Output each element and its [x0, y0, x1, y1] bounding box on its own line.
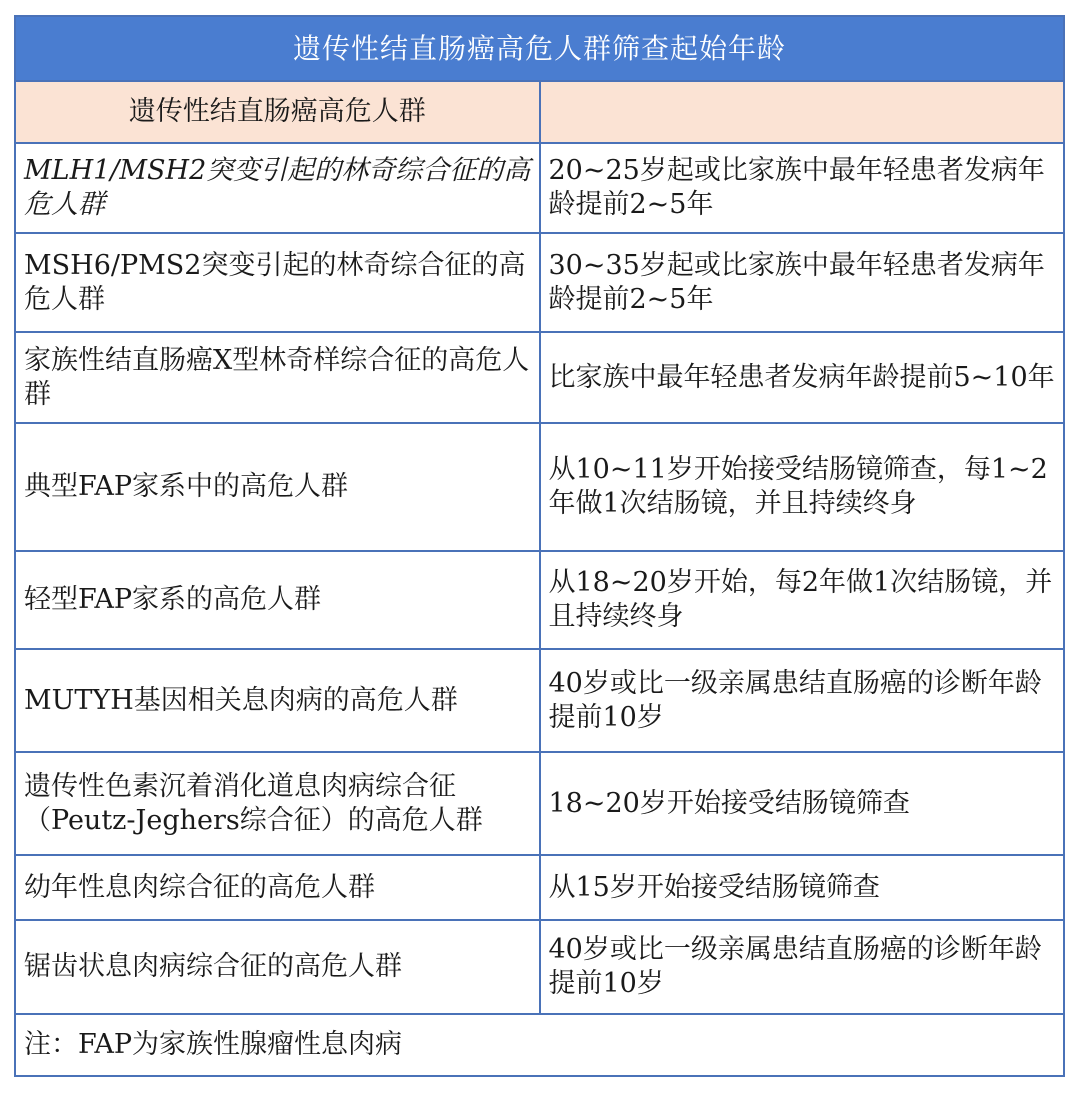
age-cell: 从18~20岁开始，每2年做1次结肠镜，并且持续终身 [540, 551, 1065, 649]
table-row [15, 143, 1064, 233]
screening-age-table [14, 15, 1065, 1077]
header-high-risk-group: 遗传性结直肠癌高危人群 [15, 81, 540, 143]
age-cell: 从15岁开始接受结肠镜筛查 [540, 855, 1065, 920]
group-cell: MUTYH基因相关息肉病的高危人群 [15, 649, 540, 752]
group-cell: 轻型FAP家系的高危人群 [15, 551, 540, 649]
table-row [15, 233, 1064, 332]
table-row [15, 752, 1064, 855]
table-row [15, 332, 1064, 423]
age-cell: 从10~11岁开始接受结肠镜筛查，每1~2年做1次结肠镜，并且持续终身 [540, 423, 1065, 551]
age-cell: 40岁或比一级亲属患结直肠癌的诊断年龄提前10岁 [540, 920, 1065, 1014]
group-cell: MSH6/PMS2突变引起的林奇综合征的高危人群 [15, 233, 540, 332]
group-cell: 典型FAP家系中的高危人群 [15, 423, 540, 551]
header-start-age [540, 81, 1065, 143]
table-title: 遗传性结直肠癌高危人群筛查起始年龄 [15, 16, 1064, 81]
table-row [15, 423, 1064, 551]
group-cell: 遗传性色素沉着消化道息肉病综合征（Peutz-Jeghers综合征）的高危人群 [15, 752, 540, 855]
group-cell: 幼年性息肉综合征的高危人群 [15, 855, 540, 920]
age-cell: 18~20岁开始接受结肠镜筛查 [540, 752, 1065, 855]
table-row [15, 551, 1064, 649]
table-row [15, 920, 1064, 1014]
group-cell: MLH1/MSH2突变引起的林奇综合征的高危人群 [15, 143, 540, 233]
table-title-row [15, 16, 1064, 81]
age-cell: 比家族中最年轻患者发病年龄提前5~10年 [540, 332, 1065, 423]
age-cell: 20~25岁起或比家族中最年轻患者发病年龄提前2~5年 [540, 143, 1065, 233]
table-note-row [15, 1014, 1064, 1076]
table-header-row [15, 81, 1064, 143]
table-row [15, 855, 1064, 920]
table-note: 注：FAP为家族性腺瘤性息肉病 [15, 1014, 1064, 1076]
group-cell: 家族性结直肠癌X型林奇样综合征的高危人群 [15, 332, 540, 423]
group-cell: 锯齿状息肉病综合征的高危人群 [15, 920, 540, 1014]
age-cell: 30~35岁起或比家族中最年轻患者发病年龄提前2~5年 [540, 233, 1065, 332]
table-row [15, 649, 1064, 752]
age-cell: 40岁或比一级亲属患结直肠癌的诊断年龄提前10岁 [540, 649, 1065, 752]
screening-age-table-container [14, 15, 1065, 1077]
